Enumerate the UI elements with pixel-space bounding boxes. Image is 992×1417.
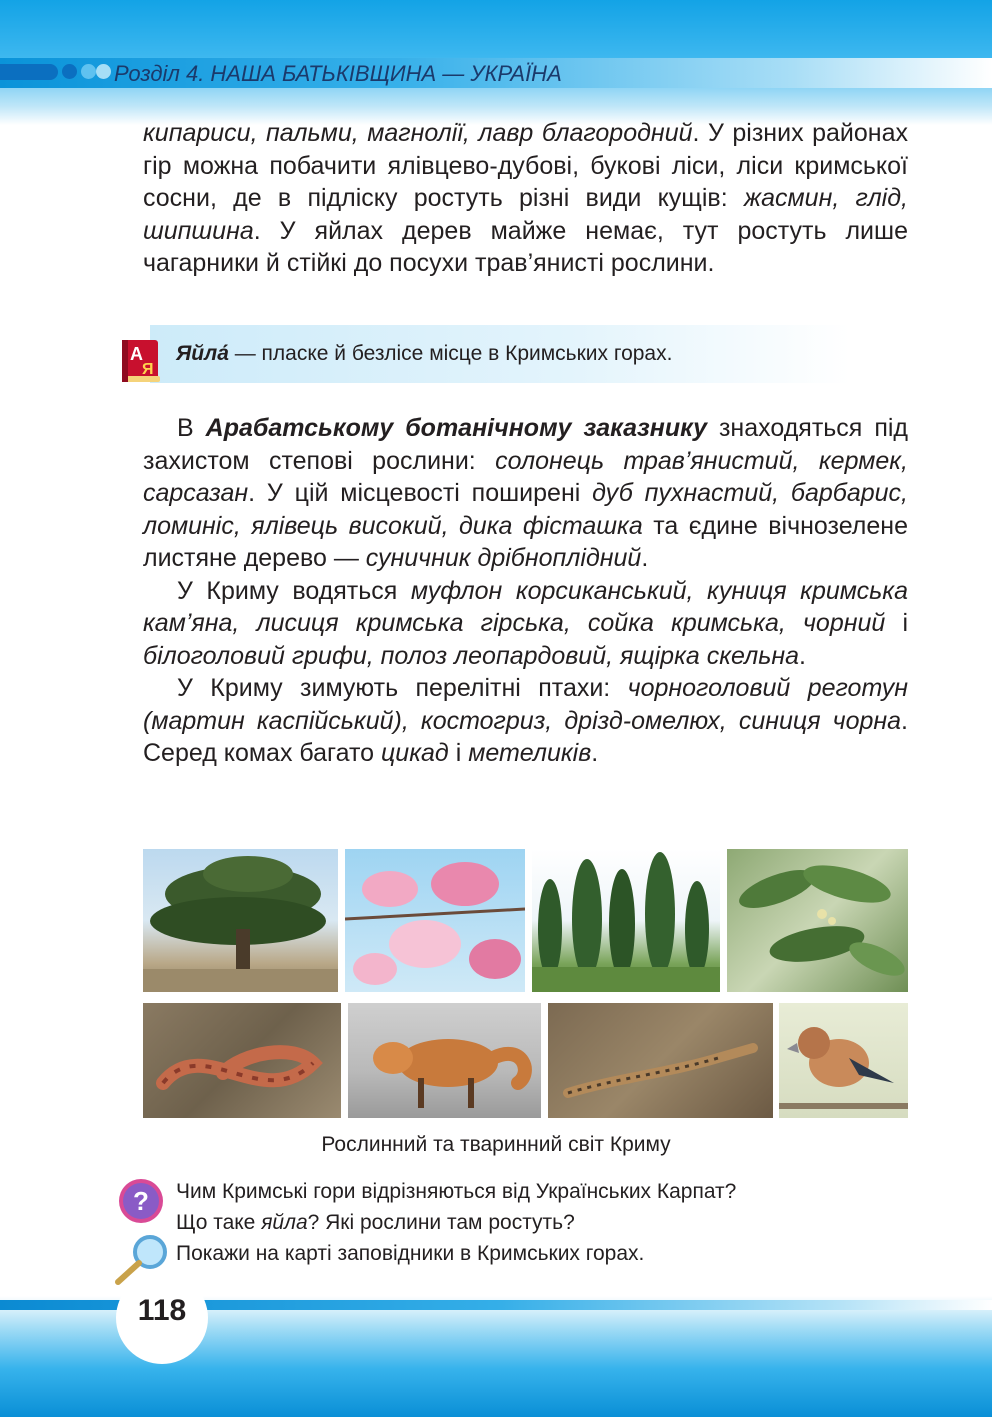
paragraph2-run: . У цій місцевості поширені [248,479,593,507]
header-stripe [0,64,58,80]
header-dot [96,64,111,79]
paragraph2-run: В [177,414,206,442]
paragraph2-run: знаходяться під захистом степові рослини: [143,414,908,475]
paragraph1-run: кипариси, пальми, магнолії, лавр благородний [143,119,693,147]
paragraph-4-text [143,672,908,770]
questions-block [176,1176,736,1269]
paragraph-1-text [143,117,908,280]
paragraph-1 [143,117,908,280]
paragraph2-run: солонець трав’янистий, кермек, сарсазан [143,446,908,507]
section-title: Розділ 4. НАША БАТЬКІВЩИНА — УКРАЇНА [114,61,562,86]
lizard-photo [548,1003,773,1118]
main-text [143,412,908,770]
header-dot [81,64,96,79]
svg-text:A: A [130,344,143,364]
paragraph-2-text [143,412,908,575]
question-1: Чим Кримські гори відрізняються від Українських Карпат? [176,1180,737,1203]
definition-body: — пласке й безлісе місце в Кримських горах. [228,342,673,365]
paragraph2-run: . [641,544,649,572]
definition-term: Яйла́ [176,342,229,365]
paragraph1-run: жасмин, глід, шипшина [143,184,908,245]
paragraph2-run: та єдине вічнозелене листяне дерево — [143,511,908,572]
paragraph1-run: . У яйлах дерев майже немає, тут ростуть лише чагарники й стійкі до посухи трав’янисті рослини. [143,216,908,277]
paragraph3-run: . [799,641,806,670]
definition-text [176,339,672,369]
cypress-trees-photo [532,849,720,992]
figure-caption: Рослинний та тваринний світ Криму [321,1133,671,1156]
header-dot [62,64,77,79]
svg-text:Я: Я [142,361,154,378]
paragraph4-run: метеликів [468,739,592,767]
paragraph4-run: У Криму зимують перелітні птахи: [177,674,628,702]
paragraph4-run: цикад [381,739,449,767]
fox-photo [348,1003,541,1118]
paragraph3-run: і [885,609,908,637]
question-2: Що таке яйла? Які рослини там ростуть? [176,1211,575,1234]
paragraph3-run: білоголовий грифи, полоз леопардовий, ящірка скельна [143,641,800,670]
magnolia-flowers-photo [345,849,525,992]
hawfinch-bird-photo [779,1003,908,1118]
question-mark-icon [116,1176,166,1226]
svg-text:?: ? [133,1186,149,1216]
paragraph3-run: У Криму водяться [177,576,411,605]
paragraph3-run: муфлон корсиканський, куниця кримська кам’яна, лисиця кримська гірська, сойка кримська, чорний [143,576,908,637]
paragraph2-run: Арабатському ботанічному заказнику [205,414,707,442]
paragraph2-run: суничник дрібноплідний [365,544,642,572]
paragraph1-run: . У різних районах гір можна побачити ялівцево-дубові, букові ліси, ліси кримської сосни, де в підліску ростуть різні види кущів: [143,119,908,212]
paragraph4-run: . [591,739,599,767]
laurel-leaves-photo [727,849,908,992]
paragraph-3-text [143,575,908,673]
paragraph2-run: дуб пухнастий, барбарис, ломиніс, ялівець високий, дика фісташка [143,479,908,540]
paragraph4-run: чорноголовий реготун (мартин каспійський), костогриз, дрізд-омелюх, синиця чорна [143,674,908,735]
dictionary-book-icon [118,336,166,386]
cedar-tree-photo [143,849,338,992]
page-number: 118 [137,1294,187,1327]
leopard-snake-photo [143,1003,341,1118]
paragraph4-run: . Серед комах багато [143,706,908,767]
paragraph4-run: і [448,739,469,767]
task-1: Покажи на карті заповідники в Кримських горах. [176,1242,645,1265]
